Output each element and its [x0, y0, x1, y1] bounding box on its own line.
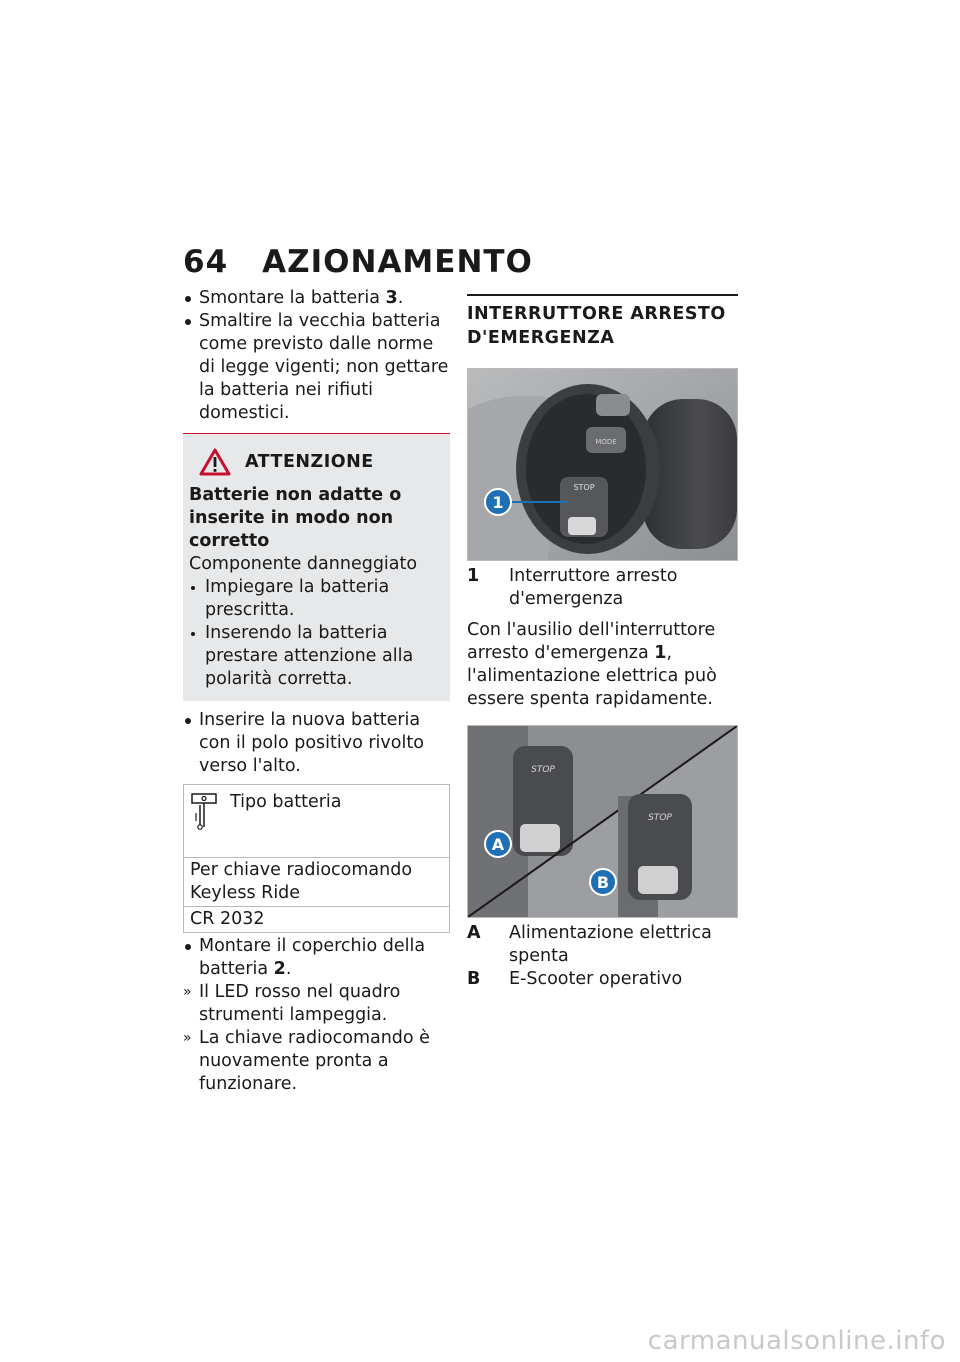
step-mount-cover: Montare il coperchio della batteria 2. [199, 936, 426, 979]
figure-stop-positions [467, 725, 738, 918]
callout-a: A [491, 835, 505, 854]
step-remove-battery: Smontare la batteria 3. [199, 288, 404, 308]
page-number: 64 [183, 244, 229, 280]
warning-item: Impiegare la batteria prescritta. [205, 577, 390, 620]
result-chevron-icon: » [183, 1030, 192, 1046]
warning-label: ATTENZIONE [245, 451, 374, 472]
figure-handlebar-switch [467, 368, 738, 561]
battery-cell-icon [190, 791, 220, 831]
mode-button-label: MODE [595, 438, 617, 446]
stop-label-a: STOP [531, 765, 555, 775]
warning-box [183, 433, 450, 701]
figure2-legend-a: A Alimentazione elettrica spenta [467, 923, 712, 966]
stop-switch-label: STOP [573, 483, 595, 492]
right-column [467, 294, 738, 991]
section-title: INTERRUTTORE ARRESTO D'EMERGENZA [467, 294, 738, 350]
warning-triangle-icon [199, 448, 231, 476]
paragraph-emergency-stop: Con l'ausilio dell'interruttore arresto d'emergenza 1, l'alimentazione elettrica può essere spenta rapidamente. [467, 620, 717, 709]
left-column [183, 287, 450, 1096]
step-insert-battery: Inserire la nuova batteria con il polo positivo rivolto verso l'alto. [199, 710, 424, 776]
battery-type-header [184, 785, 449, 857]
warning-consequence: Componente danneggiato [189, 554, 418, 574]
stop-positions-photo [468, 726, 737, 917]
page-header [183, 244, 533, 280]
figure2-legend-b: B E-Scooter operativo [467, 969, 683, 989]
warning-heading: Batterie non adatte o inserite in modo non corretto [189, 485, 402, 551]
result-key-ready: » La chiave radiocomando è nuovamente pronta a funzionare. [183, 1028, 430, 1094]
warning-item: Inserendo la batteria prestare attenzione alla polarità corretta. [205, 623, 414, 689]
result-led: » Il LED rosso nel quadro strumenti lampeggia. [183, 982, 401, 1025]
page-title: AZIONAMENTO [262, 244, 533, 280]
battery-type-label: Tipo batteria [230, 792, 342, 812]
callout-b: B [596, 873, 610, 892]
handlebar-switch-photo [468, 369, 737, 560]
result-chevron-icon: » [183, 984, 192, 1000]
watermark: carmanualsonline.info [647, 1326, 946, 1356]
battery-type-usage: Per chiave radiocomando Keyless Ride [184, 857, 449, 906]
callout-1: 1 [492, 493, 504, 512]
figure1-legend: 1 Interruttore arresto d'emergenza [467, 566, 678, 609]
battery-type-table [183, 784, 450, 933]
stop-label-b: STOP [648, 813, 672, 823]
battery-type-value: CR 2032 [184, 906, 449, 932]
step-dispose-battery: Smaltire la vecchia batteria come previsto dalle norme di legge vigenti; non gettare la batteria nei rifiuti domestici. [199, 311, 449, 423]
